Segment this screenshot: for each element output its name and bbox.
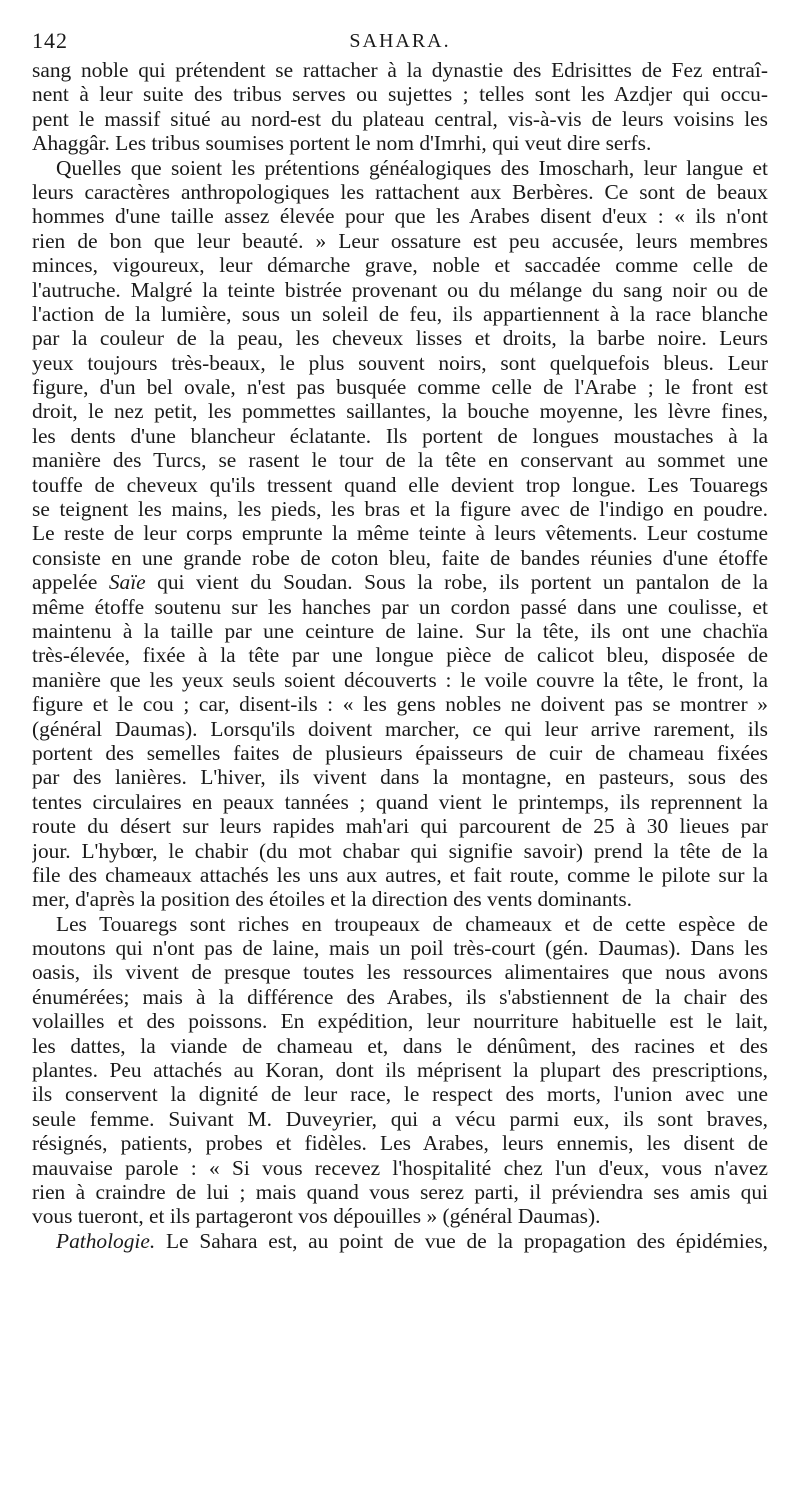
text-line: les dattes, la viande de chameau et, dans le dénûment, des racines et des [32,1033,768,1058]
italic-term: Saïe [108,570,146,595]
text-line: rien à craindre de lui ; mais quand vous serez parti, il préviendra ses amis qui [32,1179,768,1204]
text-line: nent à leur suite des tribus serves ou sujettes ; telles sont les Azdjer qui occu- [32,82,768,107]
page-number: 142 [32,28,68,53]
text-line: hommes d'une taille assez élevée pour que les Arabes disent d'eux : « ils n'ont [32,204,768,229]
text-line: les dents d'une blancheur éclatante. Ils portent de longues moustaches à la [32,423,768,448]
text-line: se teignent les mains, les pieds, les bras et la figure avec de l'indigo en poudre. [32,497,768,522]
text-line: leurs caractères anthropologiques les rattachent aux Berbères. Ce sont de beaux [32,179,768,204]
text-line: vous tueront, et ils partageront vos dépouilles » (général Daumas). [32,1204,601,1229]
text-line: ils conservent la dignité de leur race, le respect des morts, l'union avec une [32,1082,768,1107]
italic-term: Pathologie. [56,1228,156,1253]
text-line [32,570,768,594]
text-line: file des chameaux attachés les uns aux autres, et fait route, comme le pilote sur la [32,862,768,887]
text-line: Quelles que soient les prétentions généalogiques des Imoscharh, leur langue et [56,155,768,180]
text-line: l'autruche. Malgré la teinte bistrée provenant ou du mélange du sang noir ou de [32,277,768,302]
book-page [32,24,768,1253]
text-line: minces, vigoureux, leur démarche grave, noble et saccadée comme celle de [32,253,768,278]
text-segment: qui vient du Soudan. Sous la robe, ils portent un pantalon de la [145,570,768,595]
text-segment: appelée [32,570,109,595]
text-line: touffe de cheveux qu'ils tressent quand elle devient trop longue. Les Touaregs [32,472,768,497]
text-line: yeux toujours très-beaux, le plus souvent noirs, sont quelquefois bleus. Leur [32,350,768,375]
text-line: Ahaggâr. Les tribus soumises portent le nom d'Imrhi, qui veut dire serfs. [32,131,652,156]
text-line: sang noble qui prétendent se rattacher à la dynastie des Edrisittes de Fez entraî- [32,58,768,82]
text-line: manière que les yeux seuls soient découverts : le voile couvre la tête, le front, la [32,667,768,692]
text-line: figure et le cou ; car, disent-ils : « les gens nobles ne doivent pas se montrer » [32,692,768,717]
text-line: même étoffe soutenu sur les hanches par un cordon passé dans une coulisse, et [32,594,768,619]
text-line: route du désert sur leurs rapides mah'ari qui parcourent de 25 à 30 lieues par [32,814,768,839]
text-line: Le reste de leur corps emprunte la même teinte à leurs vêtements. Leur costume [32,521,768,546]
text-line: (général Daumas). Lorsqu'ils doivent marcher, ce qui leur arrive rarement, ils [32,716,768,741]
paragraph [32,1229,768,1253]
text-line: énumérées; mais à la différence des Arabes, ils s'abstiennent de la chair des [32,984,768,1009]
text-line: l'action de la lumière, sous un soleil de feu, ils appartiennent à la race blanche [32,301,768,326]
text-line: mer, d'après la position des étoiles et la direction des vents dominants. [32,887,633,912]
text-line: seule femme. Suivant M. Duveyrier, qui a vécu parmi eux, ils sont braves, [32,1106,768,1131]
text-line: droit, le nez petit, les pommettes saillantes, la bouche moyenne, les lèvre fines, [32,399,768,424]
text-line: Les Touaregs sont riches en troupeaux de chameaux et de cette espèce de [56,911,768,936]
text-line: jour. L'hybœr, le chabir (du mot chabar qui signifie savoir) prend la tête de la [32,838,768,863]
text-line: très-élevée, fixée à la tête par une longue pièce de calicot bleu, disposée de [32,643,768,668]
text-line: par la couleur de la peau, les cheveux lisses et droits, la barbe noire. Leurs [32,326,768,351]
text-line: plantes. Peu attachés au Koran, dont ils méprisent la plupart des prescriptions, [32,1058,768,1083]
text-line [32,1229,768,1253]
paragraph [32,156,768,912]
text-line: portent des semelles faites de plusieurs épaisseurs de cuir de chameau fixées [32,740,768,765]
text-line: tentes circulaires en peaux tannées ; quand vient le printemps, ils reprennent la [32,789,768,814]
text-line: pent le massif situé au nord-est du plateau central, vis-à-vis de leurs voisins les [32,106,768,131]
text-line: oasis, ils vivent de presque toutes les ressources alimentaires que nous avons [32,960,768,985]
text-line: volailles et des poissons. En expédition, leur nourriture habituelle est le lait, [32,1009,768,1034]
text-line: résignés, patients, probes et fidèles. Les Arabes, leurs ennemis, les disent de [32,1131,768,1156]
paragraph [32,912,768,1229]
text-line: par des lanières. L'hiver, ils vivent dans la montagne, en pasteurs, sous des [32,765,768,790]
text-line: rien de bon que leur beauté. » Leur ossature est peu accusée, leurs membres [32,228,768,253]
running-title: SAHARA. [349,30,451,52]
text-line: manière des Turcs, se rasent le tour de la tête en conservant au sommet une [32,448,768,473]
text-line: maintenu à la taille par une ceinture de laine. Sur la tête, ils ont une chachïa [32,618,768,643]
running-head [32,24,768,58]
body-text [32,58,768,1253]
text-line: consiste en une grande robe de coton bleu, faite de bandes réunies d'une étoffe [32,545,768,570]
text-line: figure, d'un bel ovale, n'est pas busquée comme celle de l'Arabe ; le front est [32,375,768,400]
text-segment: Le Sahara est, au point de vue de la propagation des épidémies, [155,1228,768,1253]
text-line: moutons qui n'ont pas de laine, mais un poil très-court (gén. Daumas). Dans les [32,936,768,961]
text-line: mauvaise parole : « Si vous recevez l'hospitalité chez l'un d'eux, vous n'avez [32,1155,768,1180]
paragraph [32,58,768,156]
